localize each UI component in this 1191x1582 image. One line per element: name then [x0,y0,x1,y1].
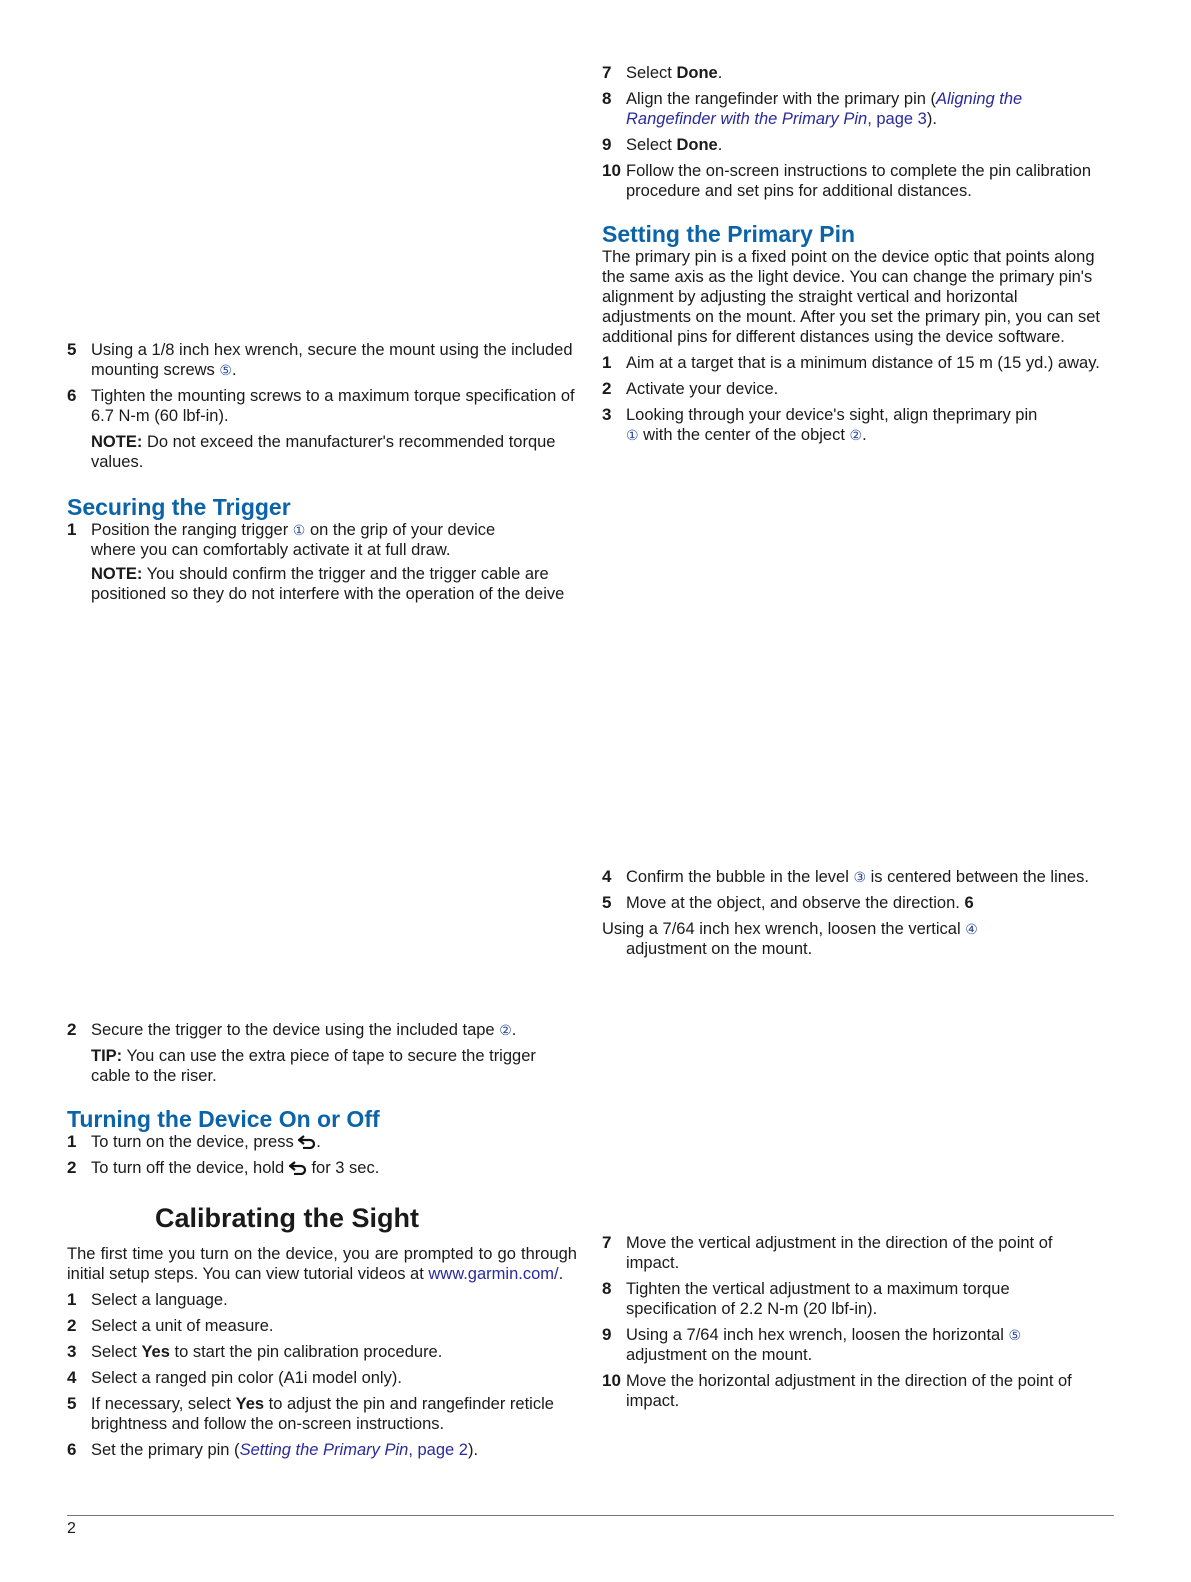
pp-step-1 [602,353,1102,373]
step-number: 10 [602,1371,621,1390]
step-1-turn-on [67,1132,577,1152]
primary-pin-intro: The primary pin is a fixed point on the device optic that points along the same axis as the light device. You can change the primary pin's alignment by adjusting the straight vertical and horizontal adjustments on the mount. After you set the primary pin, you can set additional pins for different distances using the device software. [602,248,1101,346]
step-text: to start the pin calibration procedure. [174,1343,443,1361]
step-text: is centered between the lines. [870,868,1089,886]
option-done: Done [676,64,718,82]
step-text: Select a unit of measure. [91,1317,274,1335]
step-1-position-trigger [67,520,577,560]
figure-placeholder [602,965,1102,1233]
step-text: Secure the trigger to the device using the included tape [91,1021,495,1039]
step-text: primary pin [955,406,1038,424]
heading-turning-on-off: Turning the Device On or Off [67,1106,380,1132]
step-text: Using a 1/8 inch hex wrench, secure the mount using the included mounting screws [91,341,573,379]
step-number: 2 [67,1020,77,1039]
callout-ref: ⑤ [219,362,232,378]
callout-ref: ① [292,522,306,538]
xref-link[interactable]: Setting the Primary Pin [239,1441,409,1459]
note-label: NOTE: [91,433,143,451]
step-text: To turn off the device, hold [91,1159,285,1177]
step-text: Select [626,136,672,154]
left-column [67,340,577,1466]
pp-step-6 [602,919,1102,959]
callout-ref: ① [626,427,639,443]
tip-label: TIP: [91,1047,123,1065]
option-yes: Yes [235,1395,265,1413]
step-text: Tighten the vertical adjustment to a maximum torque specification of 2.2 N-m (20 lbf-in). [626,1280,1010,1318]
callout-ref: ③ [853,869,867,885]
step-text: If necessary, select [91,1395,232,1413]
heading-securing-trigger: Securing the Trigger [67,494,291,520]
step-5-mount [67,340,577,380]
punct: ). [467,1441,479,1459]
pp-step-9 [602,1325,1102,1365]
step-number: 10 [602,161,621,180]
figure-placeholder [602,451,1102,867]
step-text: with the center of the object [643,426,845,444]
step-text: Select a language. [91,1291,228,1309]
punct: ). [926,110,937,128]
step-number: 1 [67,1132,77,1151]
xref-page[interactable]: , page 2 [408,1441,468,1459]
step-number: 7 [602,63,612,82]
step-number: 4 [67,1368,77,1387]
cal-step-1 [67,1290,577,1310]
step-text: where you can comfortably activate it at full draw. [91,541,451,559]
step-text: Select [91,1343,137,1361]
step-7-done [602,63,1102,83]
step-10-follow [602,161,1102,201]
step-number: 9 [602,1325,612,1344]
cal-step-4 [67,1368,577,1388]
pp-step-10 [602,1371,1102,1411]
xref-page[interactable]: , page 3 [867,110,927,128]
step-text: on the grip of your device [309,521,496,539]
step-number: 6 [67,1440,77,1459]
punct: . [316,1133,321,1151]
step-text: Looking through your device's sight, align the [626,406,956,424]
step-text: Move the vertical adjustment in the direction of the point of impact. [626,1234,1053,1272]
punct: . [511,1021,517,1039]
punct: . [558,1265,564,1283]
note-text: Do not exceed the manufacturer's recommended torque values. [91,433,556,471]
step-number: 2 [602,379,612,398]
step-number: 5 [67,1394,77,1413]
cal-step-6 [67,1440,577,1460]
cal-step-2 [67,1316,577,1336]
step-text: Move at the object, and observe the direction. [626,894,960,912]
note-torque [67,432,577,472]
option-yes: Yes [141,1343,170,1361]
step-text: adjustment on the mount. [626,940,813,958]
page-number: 2 [67,1520,76,1537]
pp-step-8 [602,1279,1102,1319]
cal-step-5 [67,1394,577,1434]
callout-ref: ④ [965,921,978,937]
step-number: 3 [67,1342,77,1361]
step-text: Align the rangefinder with the primary pin ( [626,90,936,108]
step-6-tighten [67,386,577,426]
tip-text: You can use the extra piece of tape to secure the trigger cable to the riser. [91,1047,536,1085]
step-number: 2 [67,1158,77,1177]
heading-setting-primary-pin: Setting the Primary Pin [602,221,856,247]
back-key-icon [289,1161,307,1175]
step-8-align [602,89,1102,129]
punct: . [717,64,723,82]
step-text: Select a ranged pin color (A1i model only). [91,1369,402,1387]
step-text: Tighten the mounting screws to a maximum torque specification of 6.7 N-m (60 lbf-in). [91,387,575,425]
step-text: for 3 sec. [311,1159,380,1177]
step-number: 4 [602,867,612,886]
pp-step-2 [602,379,1102,399]
step-2-secure-tape [67,1020,577,1040]
step-number: 1 [67,520,77,539]
step-text: Confirm the bubble in the level [626,868,849,886]
calibrating-intro [67,1244,577,1284]
note-label: NOTE: [91,565,143,583]
step-text: to adjust the pin and rangefinder reticle brightness and follow the on-screen instructions. [91,1395,554,1433]
step-text: adjustment on the mount. [626,1346,813,1364]
xref-link[interactable]: Aligning the Rangefinder with the Primary Pin [626,90,1023,128]
pp-step-3 [602,405,1102,445]
callout-ref: ⑤ [1008,1327,1022,1343]
step-number: 5 [67,340,77,359]
step-text: Position the ranging trigger [91,521,289,539]
garmin-link[interactable]: www.garmin.com/ [428,1265,559,1283]
step-number: 6 [67,386,77,405]
callout-ref: ② [849,427,863,443]
step-number: 2 [67,1316,77,1335]
step-number: 7 [602,1233,612,1252]
step-9-done [602,135,1102,155]
step-number: 9 [602,135,612,154]
step-number: 5 [602,893,612,912]
footer-divider [67,1515,1114,1516]
step-text: Set the primary pin ( [91,1441,240,1459]
heading-calibrating-sight: Calibrating the Sight [155,1203,420,1233]
punct: . [862,426,867,444]
step-text: Follow the on-screen instructions to complete the pin calibration procedure and set pins for additional distances. [626,162,1091,200]
step-2-turn-off [67,1158,577,1178]
step-number: 8 [602,89,612,108]
note-text: You should confirm the trigger and the trigger cable are positioned so they do not interfere with the operation of the deive [91,565,565,603]
step-number: 1 [67,1290,77,1309]
cal-step-3 [67,1342,577,1362]
step-text: To turn on the device, press [91,1133,294,1151]
step-text: Select [626,64,672,82]
punct: . [231,361,237,379]
pp-step-7 [602,1233,1102,1273]
tip-tape [67,1046,577,1086]
step-number: 3 [602,405,612,424]
step-text: Using a 7/64 inch hex wrench, loosen the horizontal [626,1326,1004,1344]
figure-placeholder [67,610,577,1020]
note-trigger-cable [67,564,577,604]
step-number: 6 [964,894,974,912]
step-text: Aim at a target that is a minimum distance of 15 m (15 yd.) away. [626,354,1100,372]
intro-text: The first time you turn on the device, you are prompted to go through initial setup steps. You can view tutorial videos at [67,1245,577,1283]
back-key-icon [298,1135,316,1149]
punct: . [717,136,723,154]
step-text: Move the horizontal adjustment in the direction of the point of impact. [626,1372,1072,1410]
pp-step-5 [602,893,1102,913]
option-done: Done [676,136,718,154]
step-text: Activate your device. [626,380,779,398]
callout-ref: ② [499,1022,512,1038]
pp-step-4 [602,867,1102,887]
step-number: 8 [602,1279,612,1298]
right-column [602,63,1102,1417]
step-number: 1 [602,353,612,372]
step-text: Using a 7/64 inch hex wrench, loosen the vertical [602,920,961,938]
